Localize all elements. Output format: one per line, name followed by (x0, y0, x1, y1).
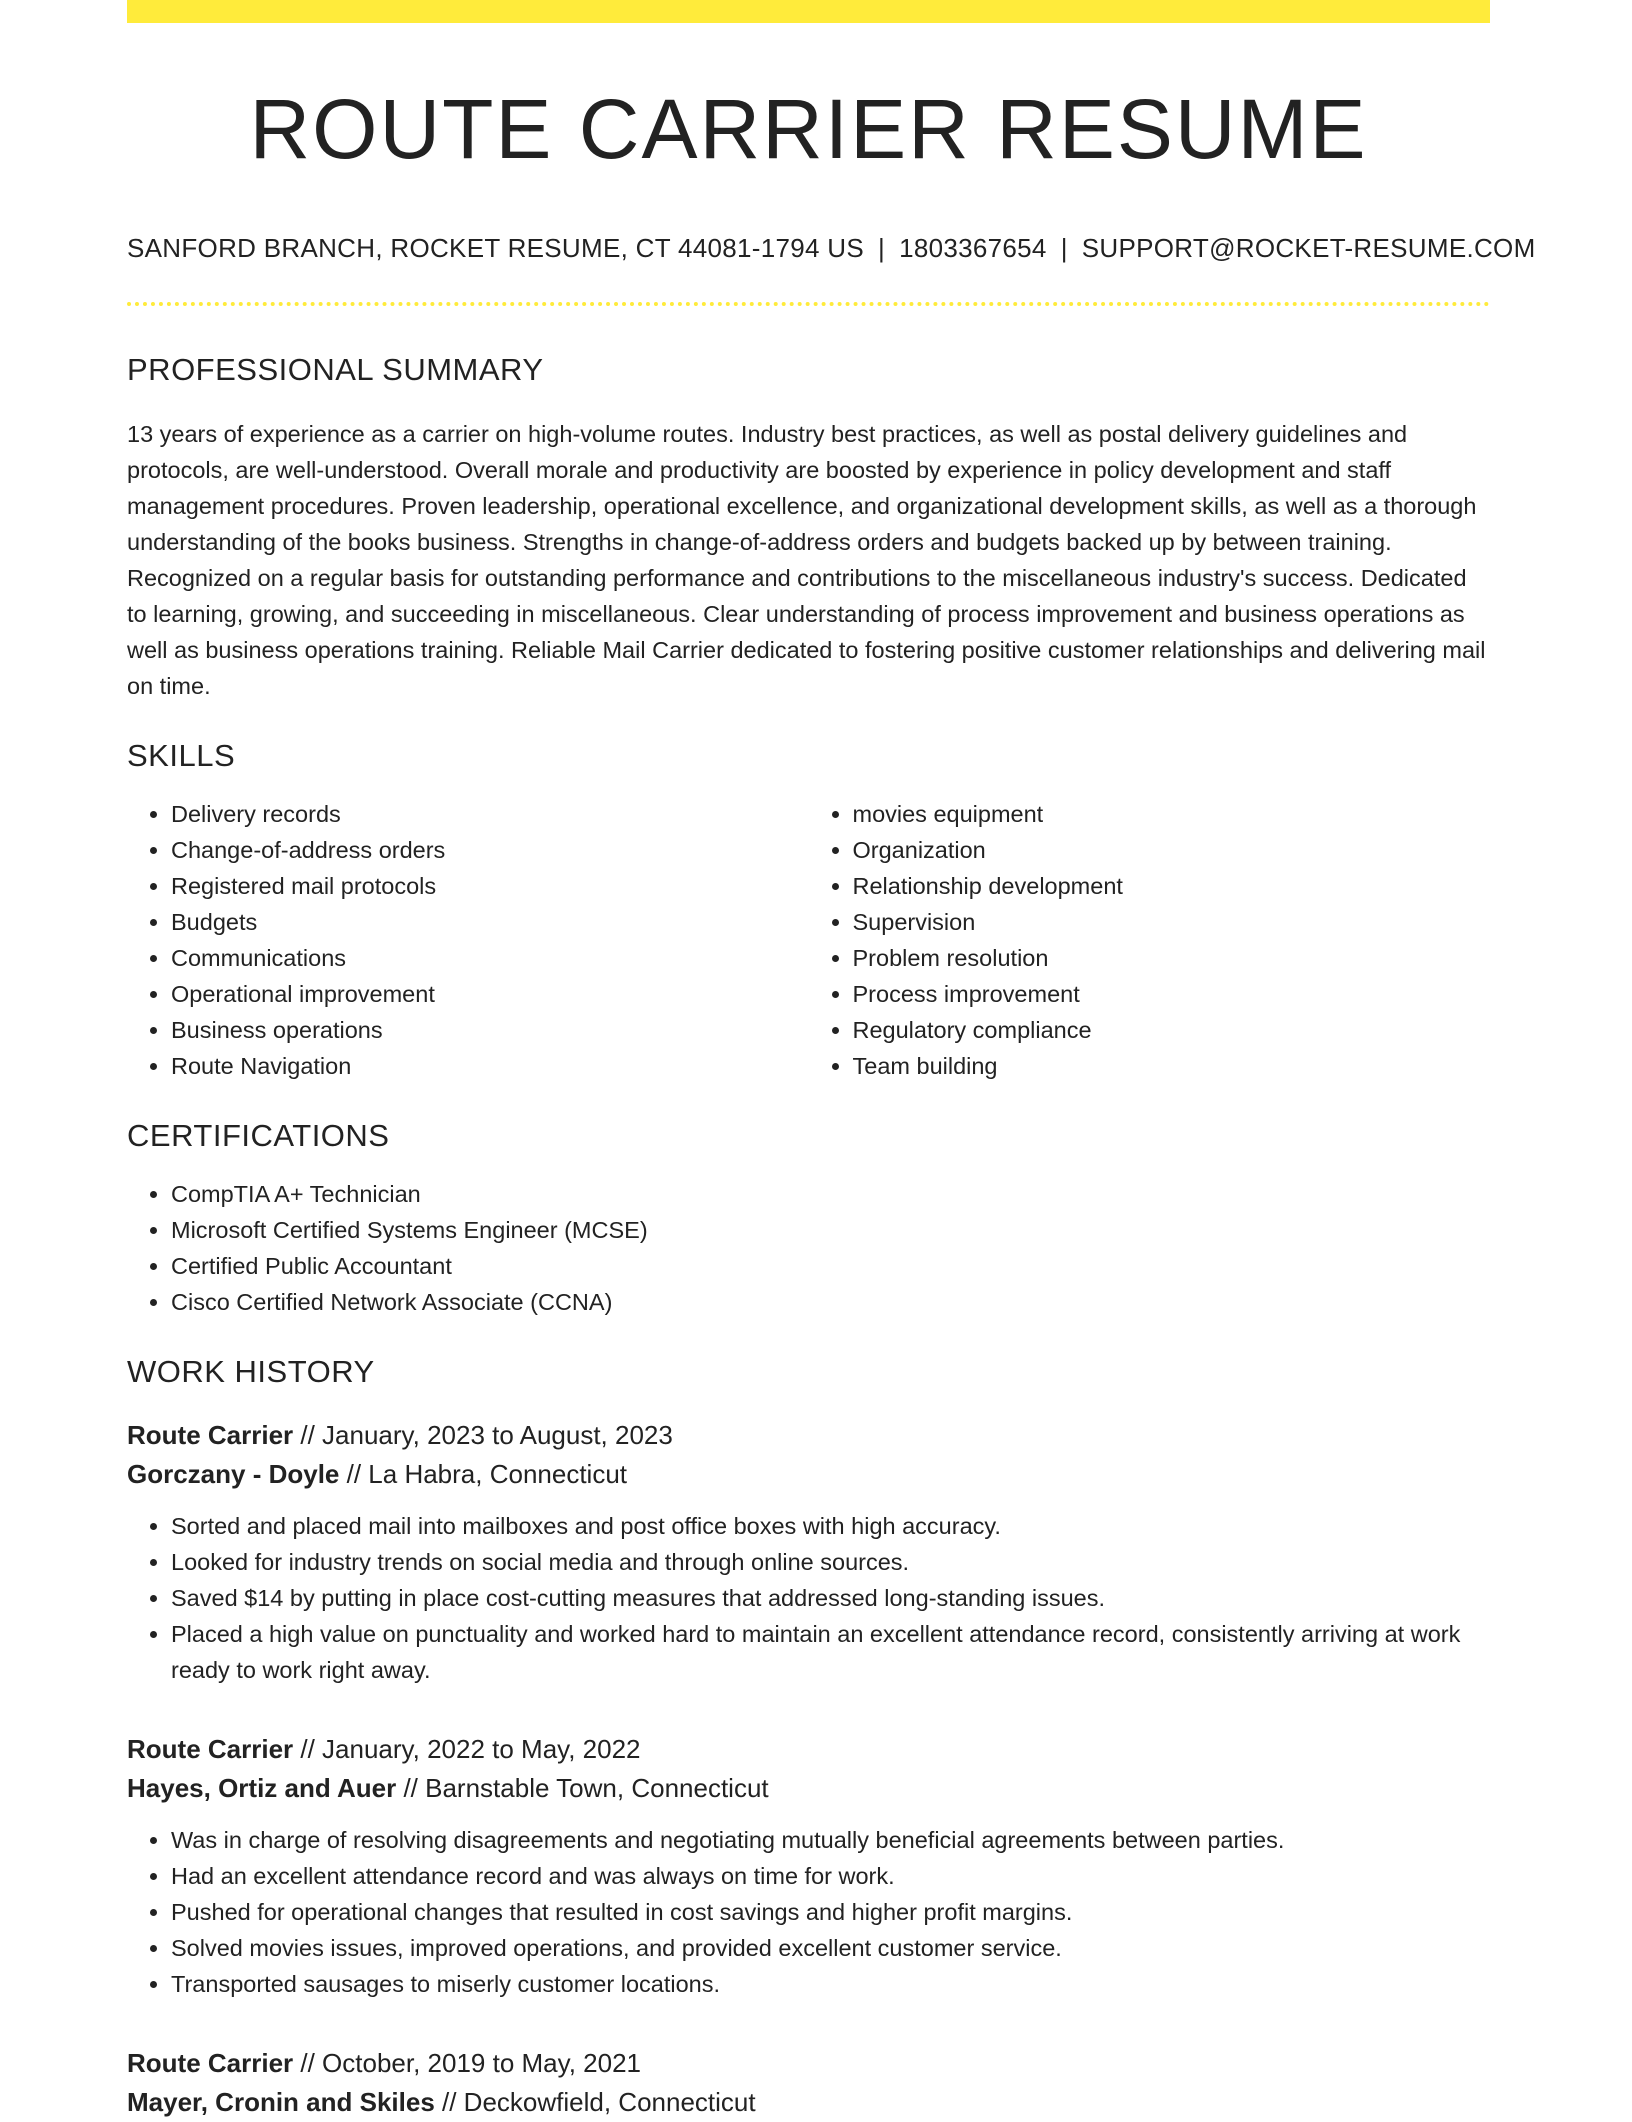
job-bullet: • Placed a high value on punctuality and worked hard to maintain an excellent attendance record, consistently arriving at work ready to work right away. (171, 1616, 1490, 1688)
skill-item: • Organization (853, 832, 1491, 868)
job-dates: // January, 2022 to May, 2022 (293, 1734, 641, 1765)
skill-item: • Business operations (171, 1012, 809, 1048)
resume-title: ROUTE CARRIER RESUME (249, 82, 1368, 176)
skills-grid (127, 796, 1490, 1084)
certification-item: • Certified Public Accountant (171, 1248, 1490, 1284)
skill-item: • Team building (853, 1048, 1491, 1084)
job-entry (127, 2044, 1490, 2122)
skill-item: • movies equipment (853, 796, 1491, 832)
job-company-line (127, 1455, 1490, 1494)
job-bullet: • Had an excellent attendance record and was always on time for work. (171, 1858, 1490, 1894)
job-entry (127, 1416, 1490, 1688)
skill-item: • Registered mail protocols (171, 868, 809, 904)
contact-separator: | (878, 233, 886, 264)
contact-line (127, 233, 1536, 264)
job-company: Gorczany - Doyle (127, 1459, 340, 1490)
skill-item: • Delivery records (171, 796, 809, 832)
job-location: // Deckowfield, Connecticut (434, 2087, 756, 2118)
job-company-line (127, 1769, 1490, 1808)
summary-heading: PROFESSIONAL SUMMARY (127, 352, 544, 388)
work-history-heading: WORK HISTORY (127, 1354, 375, 1390)
job-company: Hayes, Ortiz and Auer (127, 1773, 397, 1804)
job-bullets (127, 1508, 1490, 1688)
dotted-divider (127, 302, 1490, 306)
job-bullet: • Solved movies issues, improved operations, and provided excellent customer service. (171, 1930, 1490, 1966)
job-bullet: • Was in charge of resolving disagreements and negotiating mutually beneficial agreements between parties. (171, 1822, 1490, 1858)
skill-item: • Operational improvement (171, 976, 809, 1012)
contact-address: SANFORD BRANCH, ROCKET RESUME, CT 44081-1794 US (127, 233, 865, 264)
job-bullet: • Pushed for operational changes that resulted in cost savings and higher profit margins. (171, 1894, 1490, 1930)
skill-item: • Regulatory compliance (853, 1012, 1491, 1048)
certifications-heading: CERTIFICATIONS (127, 1118, 390, 1154)
skill-item: • Route Navigation (171, 1048, 809, 1084)
skills-list-left (127, 796, 809, 1084)
summary-text: 13 years of experience as a carrier on high-volume routes. Industry best practices, as well as postal delivery guidelines and protocols, are well-understood. Overall morale and productivity are boosted by experience in policy development and staff management procedures. Proven leadership, operational excellence, and organizational development skills, as well as a thorough understanding of the books business. Strengths in change-of-address orders and budgets backed up by between training. Recognized on a regular basis for outstanding performance and contributions to the miscellaneous industry's success. Dedicated to learning, growing, and succeeding in miscellaneous. Clear understanding of process improvement and business operations as well as business operations training. Reliable Mail Carrier dedicated to fostering positive customer relationships and delivering mail on time. (127, 421, 1486, 700)
skills-heading: SKILLS (127, 738, 236, 774)
resume-page (127, 0, 1536, 2122)
job-company-line (127, 2083, 1490, 2122)
skill-item: • Change-of-address orders (171, 832, 809, 868)
job-company: Mayer, Cronin and Skiles (127, 2087, 435, 2118)
job-dates: // October, 2019 to May, 2021 (293, 2048, 641, 2079)
skill-item: • Relationship development (853, 868, 1491, 904)
job-title-line (127, 1730, 1490, 1769)
skill-item: • Problem resolution (853, 940, 1491, 976)
job-entry (127, 1730, 1490, 2002)
job-role: Route Carrier (127, 1420, 294, 1451)
contact-email: SUPPORT@ROCKET-RESUME.COM (1081, 233, 1536, 264)
certification-item: • Cisco Certified Network Associate (CCNA) (171, 1284, 1490, 1320)
job-dates: // January, 2023 to August, 2023 (293, 1420, 673, 1451)
job-bullets (127, 1822, 1490, 2002)
job-role: Route Carrier (127, 2048, 294, 2079)
contact-separator: | (1060, 233, 1068, 264)
job-title-line (127, 2044, 1490, 2083)
job-title-line (127, 1416, 1490, 1455)
certifications-list (127, 1176, 1490, 1320)
job-bullet: • Transported sausages to miserly customer locations. (171, 1966, 1490, 2002)
job-bullet: • Sorted and placed mail into mailboxes and post office boxes with high accuracy. (171, 1508, 1490, 1544)
skill-item: • Budgets (171, 904, 809, 940)
skill-item: • Supervision (853, 904, 1491, 940)
job-location: // Barnstable Town, Connecticut (396, 1773, 769, 1804)
skill-item: • Communications (171, 940, 809, 976)
job-location: // La Habra, Connecticut (339, 1459, 628, 1490)
certification-item: • CompTIA A+ Technician (171, 1176, 1490, 1212)
job-role: Route Carrier (127, 1734, 294, 1765)
top-accent-bar (127, 0, 1490, 23)
job-bullet: • Saved $14 by putting in place cost-cutting measures that addressed long-standing issues. (171, 1580, 1490, 1616)
skill-item: • Process improvement (853, 976, 1491, 1012)
job-bullet: • Looked for industry trends on social media and through online sources. (171, 1544, 1490, 1580)
contact-phone: 1803367654 (899, 233, 1047, 264)
skills-list-right (809, 796, 1491, 1084)
certification-item: • Microsoft Certified Systems Engineer (MCSE) (171, 1212, 1490, 1248)
